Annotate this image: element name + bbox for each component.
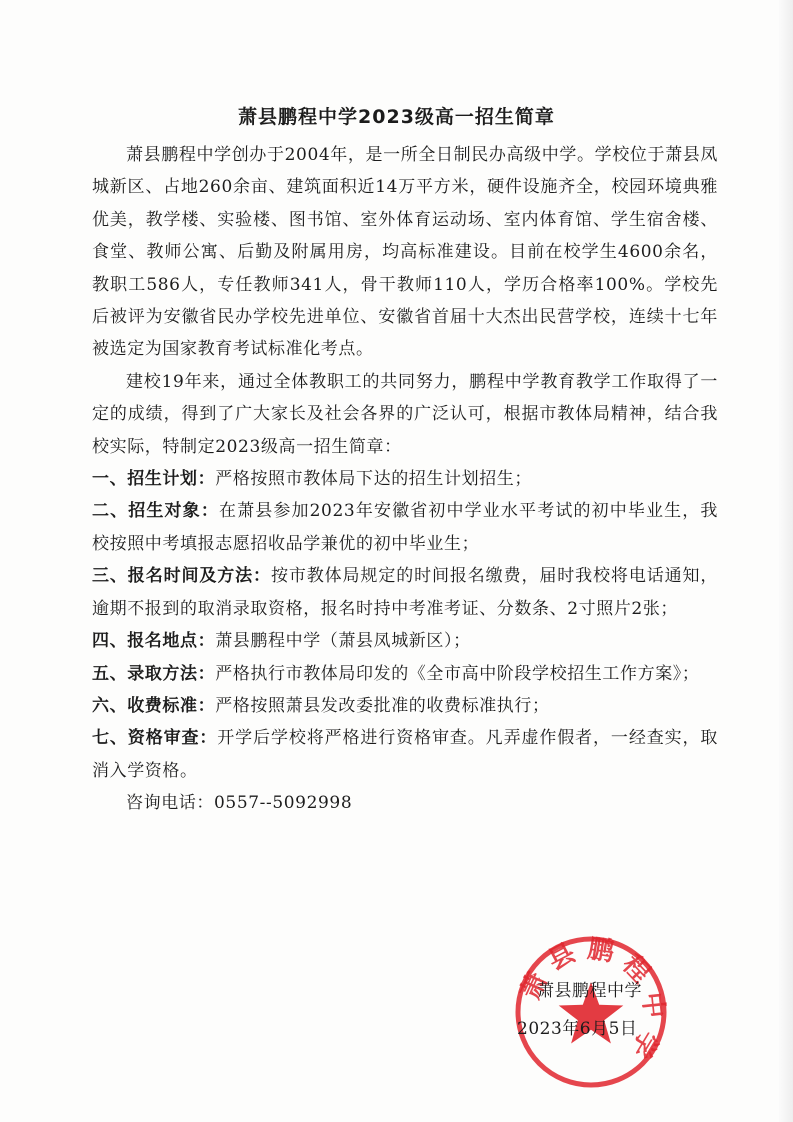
item-text: 萧县鹏程中学（萧县凤城新区）； xyxy=(215,631,471,652)
item-text: 严格按照市教体局下达的招生计划招生； xyxy=(215,469,533,490)
item-text: 严格按照萧县发改委批准的收费标准执行； xyxy=(215,695,550,716)
list-item-admission-method xyxy=(92,658,718,690)
item-label: 招生对象： xyxy=(128,501,219,522)
contact-phone: 咨询电话：0557--5092998 xyxy=(126,793,353,814)
item-text: 严格执行市教体局印发的《全市高中阶段学校招生工作方案》； xyxy=(215,663,700,684)
item-text: 开学后学校将严格进行资格审查。凡弄虚作假者，一经查实，取消入学资格。 xyxy=(92,728,718,781)
list-item-target xyxy=(92,495,718,560)
item-label: 报名时间及方法： xyxy=(127,566,271,587)
item-number: 三、 xyxy=(92,566,128,587)
item-label: 资格审查： xyxy=(127,728,218,749)
list-item-plan xyxy=(92,463,718,495)
item-text: 在萧县参加2023年安徽省初中学业水平考试的初中毕业生，我校按照中考填报志愿招收品学兼优的初中毕业生； xyxy=(92,501,719,554)
signature-block xyxy=(517,972,667,1048)
item-number: 二、 xyxy=(92,501,129,522)
scan-edge-shadow xyxy=(779,0,793,1122)
intro-paragraph-1: 萧县鹏程中学创办于2004年，是一所全日制民办高级中学。学校位于萧县凤城新区、占地260余亩、建筑面积近14万平方米，硬件设施齐全，校园环境典雅优美，教学楼、实验楼、图书馆、室外体育运动场、室内体育馆、学生宿舍楼、食堂、教师公寓、后勤及附属用房，均高标准建设。目前在校学生4600余名，教职工586人，专任教师341人，骨干教师110人，学历合格率100%。学校先后被评为安徽省民办学校先进单位、安徽省首届十大杰出民营学校，连续十七年被选定为国家教育考试标准化考点。 xyxy=(92,145,718,360)
document-title: 萧县鹏程中学2023级高一招生简章 xyxy=(238,106,555,128)
item-number: 六、 xyxy=(92,695,128,716)
list-item-registration-time xyxy=(92,560,718,625)
item-label: 报名地点： xyxy=(127,631,216,652)
item-number: 七、 xyxy=(92,728,128,749)
seal-arc-text: 萧 县 鹏 程 中 学 xyxy=(515,933,669,1063)
item-text: 按市教体局规定的时间报名缴费，届时我校将电话通知，逾期不报到的取消录取资格，报名时持中考准考证、分数条、2寸照片2张； xyxy=(92,566,718,619)
item-number: 五、 xyxy=(92,663,128,684)
signature-date: 2023年6月5日 xyxy=(517,1019,638,1039)
item-label: 录取方法： xyxy=(127,663,216,684)
document-body xyxy=(92,139,718,820)
intro-paragraph-2: 建校19年来，通过全体教职工的共同努力，鹏程中学教育教学工作取得了一定的成绩，得到了广大家长及社会各界的广泛认可，根据市教体局精神，结合我校实际，特制定2023级高一招生简章： xyxy=(92,371,718,457)
list-item-registration-place xyxy=(92,625,718,657)
item-label: 收费标准： xyxy=(127,695,216,716)
item-number: 四、 xyxy=(92,631,128,652)
list-item-fees xyxy=(92,690,718,722)
item-number: 一、 xyxy=(92,469,128,490)
item-label: 招生计划： xyxy=(127,469,216,490)
signature-name: 萧县鹏程中学 xyxy=(537,981,642,1001)
list-item-qualification xyxy=(92,722,718,787)
